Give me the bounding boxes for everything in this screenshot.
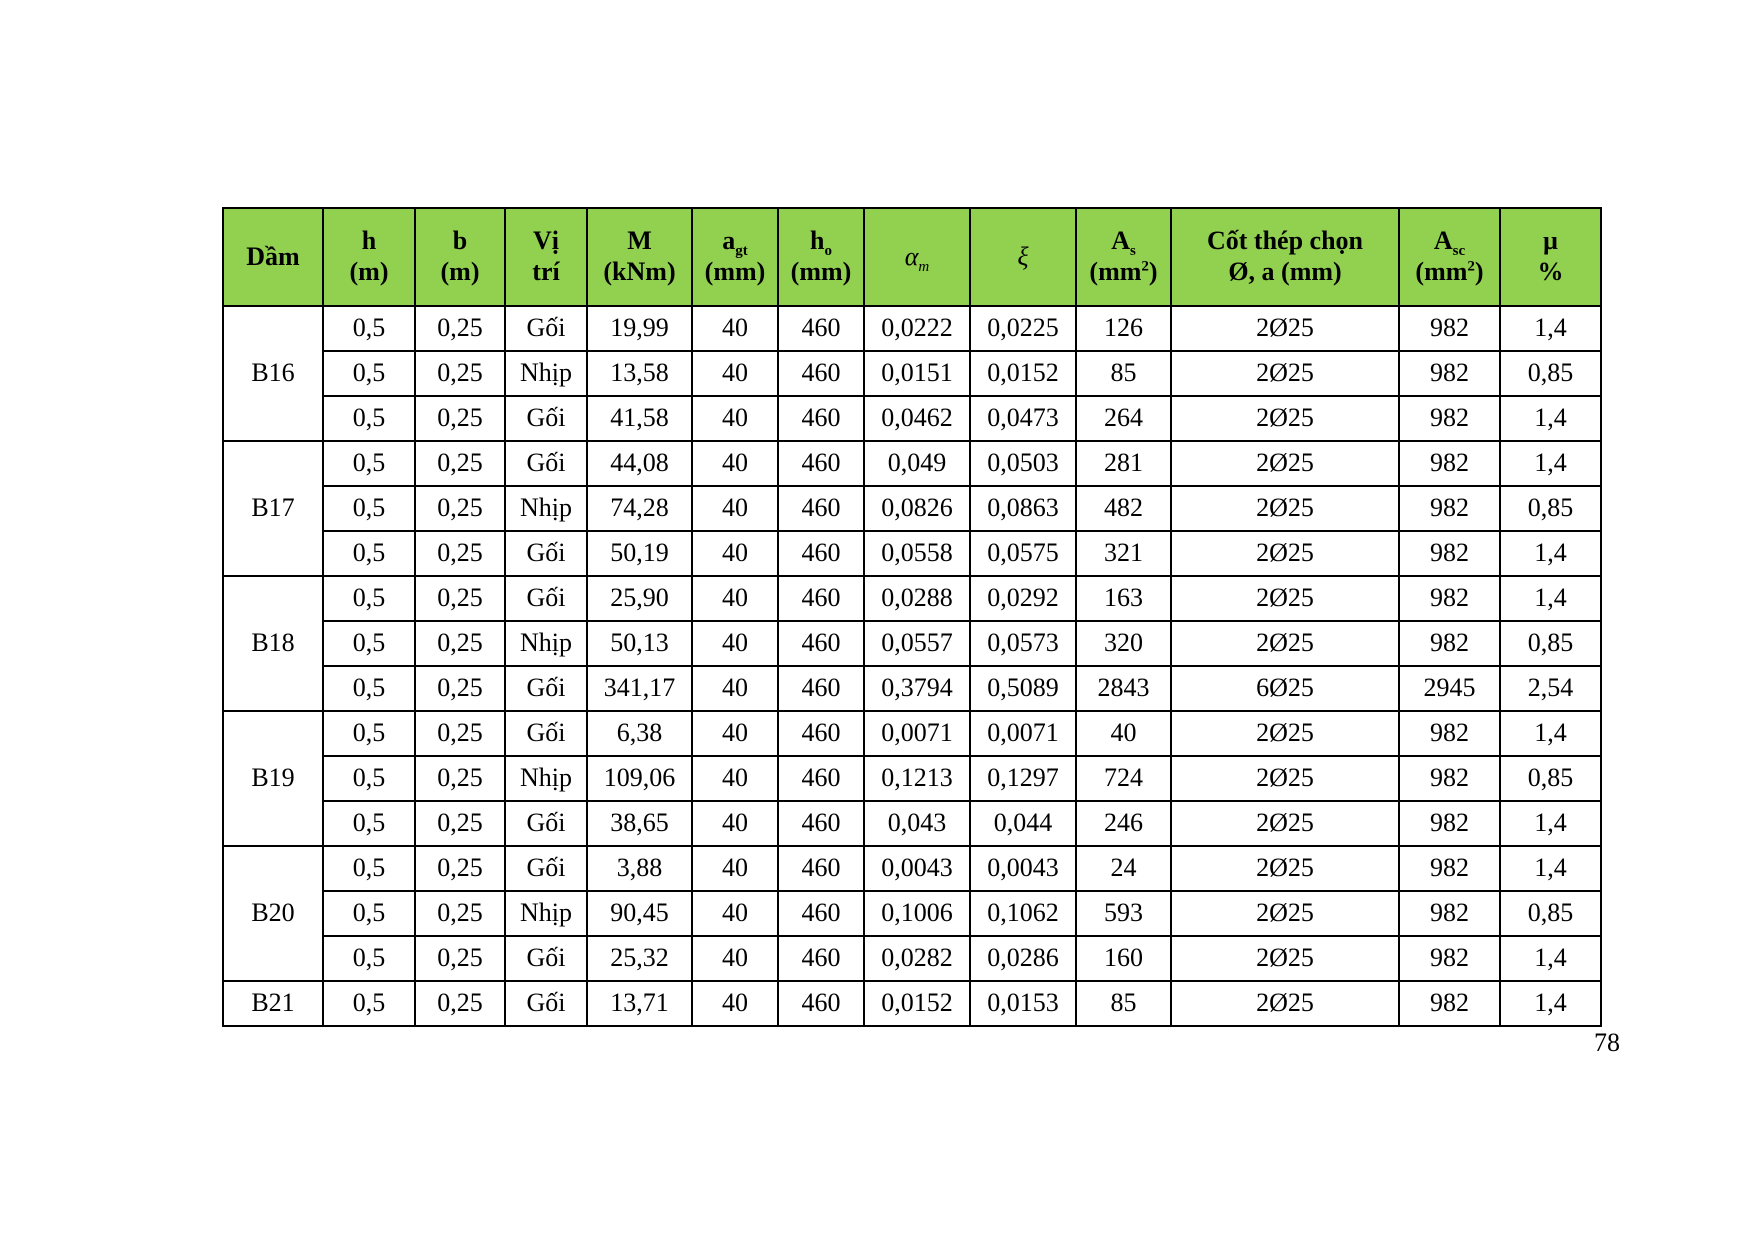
table-cell: 0,3794	[864, 666, 970, 711]
table-cell: 90,45	[587, 891, 692, 936]
table-cell: Nhịp	[505, 621, 587, 666]
table-cell: 0,25	[415, 441, 505, 486]
table-cell: 40	[692, 936, 778, 981]
table-cell: 0,0558	[864, 531, 970, 576]
table-header	[223, 208, 1601, 306]
table-cell: 2Ø25	[1171, 981, 1399, 1026]
table-cell: 2Ø25	[1171, 486, 1399, 531]
table-cell: 0,25	[415, 756, 505, 801]
table-cell: Gối	[505, 801, 587, 846]
table-cell: 109,06	[587, 756, 692, 801]
table-cell: 0,25	[415, 891, 505, 936]
table-cell: 0,0043	[864, 846, 970, 891]
table-cell: 460	[778, 711, 864, 756]
table-row	[223, 936, 1601, 981]
table-cell: 0,25	[415, 396, 505, 441]
table-cell: 0,5089	[970, 666, 1076, 711]
table-cell: 40	[692, 891, 778, 936]
table-cell: 982	[1399, 351, 1500, 396]
beam-label: B19	[223, 711, 323, 846]
table-cell: 460	[778, 576, 864, 621]
table-cell: 6Ø25	[1171, 666, 1399, 711]
table-cell: 982	[1399, 846, 1500, 891]
table-row	[223, 486, 1601, 531]
table-cell: 40	[692, 486, 778, 531]
table-cell: 2Ø25	[1171, 801, 1399, 846]
table-cell: Gối	[505, 441, 587, 486]
table-cell: Gối	[505, 711, 587, 756]
table-cell: 0,5	[323, 486, 415, 531]
table-cell: 40	[692, 306, 778, 351]
table-cell: 0,1006	[864, 891, 970, 936]
table-row	[223, 981, 1601, 1026]
table-cell: 0,0071	[970, 711, 1076, 756]
table-cell: 460	[778, 486, 864, 531]
table-cell: 460	[778, 396, 864, 441]
table-cell: 0,5	[323, 846, 415, 891]
table-cell: 3,88	[587, 846, 692, 891]
table-row	[223, 891, 1601, 936]
table-cell: 321	[1076, 531, 1171, 576]
table-cell: 0,25	[415, 846, 505, 891]
table-cell: 1,4	[1500, 981, 1601, 1026]
table-cell: Gối	[505, 846, 587, 891]
table-cell: 0,25	[415, 936, 505, 981]
header-As: $A_s$ $(mm^2)$	[1076, 208, 1171, 306]
table-cell: 38,65	[587, 801, 692, 846]
table-cell: 982	[1399, 711, 1500, 756]
table-cell: 40	[692, 801, 778, 846]
table-cell: 982	[1399, 936, 1500, 981]
table-cell: 460	[778, 981, 864, 1026]
table-cell: 0,5	[323, 756, 415, 801]
table-cell: 40	[692, 981, 778, 1026]
table-cell: 2Ø25	[1171, 441, 1399, 486]
table-row	[223, 351, 1601, 396]
table-cell: 0,25	[415, 531, 505, 576]
table-cell: 460	[778, 801, 864, 846]
table-cell: 40	[692, 666, 778, 711]
table-cell: 40	[692, 621, 778, 666]
table-cell: 982	[1399, 486, 1500, 531]
header-alpha-m: $\alpha_m$	[864, 208, 970, 306]
table-cell: 460	[778, 531, 864, 576]
table-cell: 460	[778, 441, 864, 486]
table-cell: 0,0286	[970, 936, 1076, 981]
table-cell: 0,0557	[864, 621, 970, 666]
table-cell: 2Ø25	[1171, 531, 1399, 576]
table-cell: 1,4	[1500, 396, 1601, 441]
table-cell: 2,54	[1500, 666, 1601, 711]
table-cell: 85	[1076, 351, 1171, 396]
table-row	[223, 756, 1601, 801]
table-cell: 2Ø25	[1171, 351, 1399, 396]
header-moment: M (kNm)	[587, 208, 692, 306]
table-cell: 0,0071	[864, 711, 970, 756]
table-cell: 50,19	[587, 531, 692, 576]
header-cot-thep: Cốt thép chọn Ø, a (mm)	[1171, 208, 1399, 306]
table-cell: 13,58	[587, 351, 692, 396]
table-body	[223, 306, 1601, 1026]
table-cell: 0,85	[1500, 621, 1601, 666]
table-cell: 2Ø25	[1171, 846, 1399, 891]
table-cell: 40	[692, 531, 778, 576]
table-cell: Gối	[505, 666, 587, 711]
table-row	[223, 666, 1601, 711]
table-cell: 85	[1076, 981, 1171, 1026]
beam-reinforcement-table	[222, 207, 1602, 1027]
table-row	[223, 576, 1601, 621]
table-cell: 0,5	[323, 981, 415, 1026]
table-cell: 0,25	[415, 801, 505, 846]
table-cell: Gối	[505, 576, 587, 621]
table-cell: 6,38	[587, 711, 692, 756]
table-cell: Gối	[505, 981, 587, 1026]
table-cell: 0,25	[415, 711, 505, 756]
table-cell: 0,0151	[864, 351, 970, 396]
table-cell: 1,4	[1500, 711, 1601, 756]
table-cell: 982	[1399, 801, 1500, 846]
table-cell: 460	[778, 936, 864, 981]
table-cell: 40	[692, 711, 778, 756]
table-cell: 460	[778, 351, 864, 396]
table-cell: 0,25	[415, 351, 505, 396]
table-cell: 0,1062	[970, 891, 1076, 936]
table-cell: 2Ø25	[1171, 621, 1399, 666]
table-cell: 0,5	[323, 441, 415, 486]
table-cell: 0,0462	[864, 396, 970, 441]
table-cell: 0,0153	[970, 981, 1076, 1026]
table-row	[223, 306, 1601, 351]
table-cell: 2Ø25	[1171, 576, 1399, 621]
table-cell: 0,25	[415, 621, 505, 666]
beam-label: B20	[223, 846, 323, 981]
table-cell: 0,85	[1500, 756, 1601, 801]
table-cell: 0,85	[1500, 351, 1601, 396]
table-cell: 0,0043	[970, 846, 1076, 891]
header-Asc: $A_{sc}$ $(mm^2)$	[1399, 208, 1500, 306]
table-cell: 1,4	[1500, 846, 1601, 891]
table-cell: 460	[778, 621, 864, 666]
table-row	[223, 801, 1601, 846]
table-cell: 0,0152	[970, 351, 1076, 396]
beam-label: B18	[223, 576, 323, 711]
table-cell: 0,5	[323, 306, 415, 351]
beam-label: B16	[223, 306, 323, 441]
table-cell: 0,0225	[970, 306, 1076, 351]
table-cell: 460	[778, 306, 864, 351]
header-xi: ξ	[970, 208, 1076, 306]
table-cell: 0,5	[323, 351, 415, 396]
table-cell: 460	[778, 666, 864, 711]
beam-label: B21	[223, 981, 323, 1026]
table-cell: 2Ø25	[1171, 306, 1399, 351]
table-cell: 2945	[1399, 666, 1500, 711]
table-cell: 0,5	[323, 621, 415, 666]
table-cell: 0,25	[415, 306, 505, 351]
table-cell: 1,4	[1500, 936, 1601, 981]
table-cell: 0,5	[323, 711, 415, 756]
table-cell: 40	[692, 441, 778, 486]
table-cell: 0,0222	[864, 306, 970, 351]
table-cell: 0,0288	[864, 576, 970, 621]
table-cell: Nhịp	[505, 756, 587, 801]
table-cell: 41,58	[587, 396, 692, 441]
table-cell: 460	[778, 891, 864, 936]
table-cell: 0,0292	[970, 576, 1076, 621]
header-mu: µ %	[1500, 208, 1601, 306]
table-cell: 19,99	[587, 306, 692, 351]
table-cell: Nhịp	[505, 486, 587, 531]
table-cell: 1,4	[1500, 306, 1601, 351]
table-row	[223, 441, 1601, 486]
table-cell: 50,13	[587, 621, 692, 666]
table-cell: 25,32	[587, 936, 692, 981]
table-cell: 0,5	[323, 531, 415, 576]
table-cell: 40	[692, 756, 778, 801]
table-cell: 0,1297	[970, 756, 1076, 801]
table-row	[223, 621, 1601, 666]
table-cell: 0,25	[415, 981, 505, 1026]
table-cell: 25,90	[587, 576, 692, 621]
page-number: 78	[1594, 1028, 1620, 1057]
table-cell: 0,5	[323, 936, 415, 981]
table-cell: 246	[1076, 801, 1171, 846]
table-cell: 0,0152	[864, 981, 970, 1026]
table-cell: 0,85	[1500, 486, 1601, 531]
table-cell: 460	[778, 756, 864, 801]
table-cell: 281	[1076, 441, 1171, 486]
table-cell: Gối	[505, 306, 587, 351]
table-cell: 0,5	[323, 801, 415, 846]
header-agt: $a_{gt}$ (mm)	[692, 208, 778, 306]
table-cell: 0,1213	[864, 756, 970, 801]
table-cell: 341,17	[587, 666, 692, 711]
table-cell: 40	[692, 396, 778, 441]
table-cell: 320	[1076, 621, 1171, 666]
table-cell: 982	[1399, 396, 1500, 441]
table-cell: 2Ø25	[1171, 756, 1399, 801]
header-vitri: Vị trí	[505, 208, 587, 306]
table-row	[223, 846, 1601, 891]
table-cell: 982	[1399, 756, 1500, 801]
table-cell: 593	[1076, 891, 1171, 936]
header-b: b (m)	[415, 208, 505, 306]
table-cell: Gối	[505, 531, 587, 576]
table-cell: Nhịp	[505, 891, 587, 936]
table-cell: 982	[1399, 531, 1500, 576]
table-cell: 0,5	[323, 666, 415, 711]
table-cell: 0,25	[415, 486, 505, 531]
table-cell: 264	[1076, 396, 1171, 441]
table-cell: 1,4	[1500, 441, 1601, 486]
table-cell: 40	[692, 846, 778, 891]
table-row	[223, 531, 1601, 576]
table-cell: 24	[1076, 846, 1171, 891]
table-cell: 0,043	[864, 801, 970, 846]
table-cell: 0,5	[323, 396, 415, 441]
table-cell: 40	[1076, 711, 1171, 756]
table-cell: 460	[778, 846, 864, 891]
table-cell: 40	[692, 351, 778, 396]
table-cell: 40	[692, 576, 778, 621]
table-cell: 2Ø25	[1171, 711, 1399, 756]
table-cell: 0,25	[415, 666, 505, 711]
table-cell: 0,85	[1500, 891, 1601, 936]
table-cell: 0,5	[323, 891, 415, 936]
table-cell: 74,28	[587, 486, 692, 531]
table-cell: 982	[1399, 441, 1500, 486]
table-cell: 0,0282	[864, 936, 970, 981]
table-row	[223, 711, 1601, 756]
table-cell: 0,0573	[970, 621, 1076, 666]
table-cell: 2843	[1076, 666, 1171, 711]
table-cell: 2Ø25	[1171, 396, 1399, 441]
table-cell: 2Ø25	[1171, 891, 1399, 936]
table-cell: Gối	[505, 936, 587, 981]
header-ho: $h_o$ (mm)	[778, 208, 864, 306]
header-h: h (m)	[323, 208, 415, 306]
table-row	[223, 396, 1601, 441]
table-cell: Gối	[505, 396, 587, 441]
table-cell: 1,4	[1500, 531, 1601, 576]
table-cell: 982	[1399, 891, 1500, 936]
table-cell: 482	[1076, 486, 1171, 531]
table-cell: 163	[1076, 576, 1171, 621]
table-cell: 0,0863	[970, 486, 1076, 531]
table-cell: 982	[1399, 621, 1500, 666]
table-cell: 1,4	[1500, 576, 1601, 621]
table-cell: 44,08	[587, 441, 692, 486]
table-cell: 0,0575	[970, 531, 1076, 576]
table-cell: 0,044	[970, 801, 1076, 846]
table-cell: 0,0473	[970, 396, 1076, 441]
table-cell: Nhịp	[505, 351, 587, 396]
table-cell: 982	[1399, 306, 1500, 351]
table-cell: 1,4	[1500, 801, 1601, 846]
table-cell: 0,5	[323, 576, 415, 621]
table-cell: 724	[1076, 756, 1171, 801]
table-cell: 126	[1076, 306, 1171, 351]
table-cell: 0,25	[415, 576, 505, 621]
table-cell: 2Ø25	[1171, 936, 1399, 981]
beam-label: B17	[223, 441, 323, 576]
header-dam: Dầm	[223, 208, 323, 306]
table-cell: 13,71	[587, 981, 692, 1026]
table-cell: 160	[1076, 936, 1171, 981]
table-cell: 982	[1399, 576, 1500, 621]
table-cell: 982	[1399, 981, 1500, 1026]
table-cell: 0,0503	[970, 441, 1076, 486]
table-cell: 0,049	[864, 441, 970, 486]
table-cell: 0,0826	[864, 486, 970, 531]
